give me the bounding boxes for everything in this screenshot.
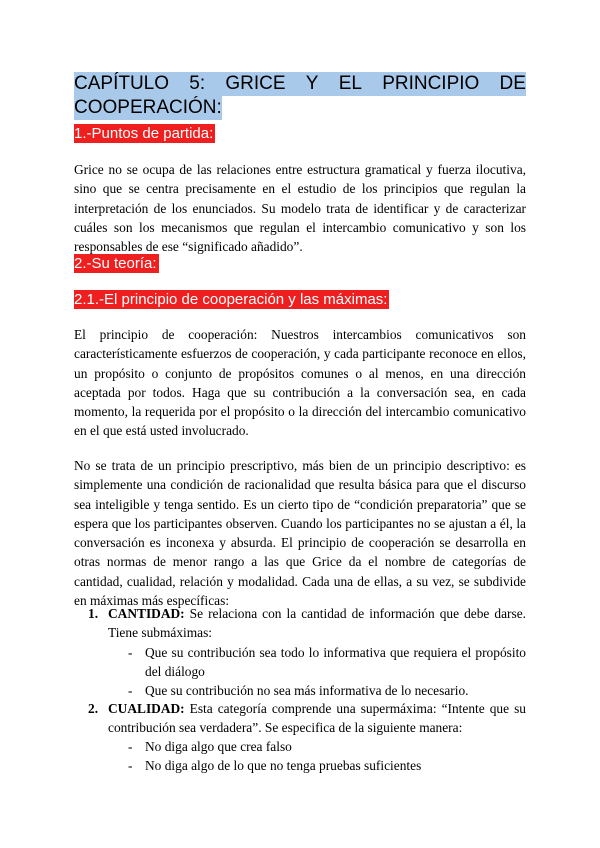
- sub-list-text: Que su contribución sea todo lo informativa que requiera el propósito del diálogo: [145, 645, 526, 680]
- title-word: Y: [305, 73, 319, 94]
- paragraph-grice-intro: Grice no se ocupa de las relaciones entre estructura gramatical y fuerza ilocutiva, sino que se centra precisamente en el estudio de los principios que regulan la interpretación de los enunciados. Su modelo trata de identificar y de caracterizar cuáles son los mecanismos que regulan el intercambio comunicativo y son los responsables de ese “significado añadido”.: [74, 162, 526, 255]
- list-item-cualidad: [88, 699, 526, 738]
- title-word: CAPÍTULO: [74, 73, 170, 94]
- list-number: 1.: [88, 606, 99, 621]
- chapter-title-line-1: [74, 72, 526, 96]
- chapter-title: [74, 72, 526, 120]
- dash-marker: -: [128, 758, 133, 773]
- title-word: DE: [499, 73, 526, 94]
- sub-list-text: No diga algo que crea falso: [145, 739, 292, 754]
- dash-marker: -: [128, 683, 133, 698]
- list-term: CANTIDAD:: [108, 606, 185, 621]
- title-word: PRINCIPIO: [382, 73, 480, 94]
- section-heading-su-teoria: 2.-Su teoría:: [74, 255, 157, 272]
- list-text: Se relaciona con la cantidad de información que debe darse. Tiene submáximas:: [108, 606, 526, 641]
- sub-list-item: [128, 643, 526, 682]
- sub-list-text: Que su contribución no sea más informativa de lo necesario.: [145, 683, 469, 698]
- sub-list-item: [128, 681, 526, 700]
- paragraph-principio-cooperacion: El principio de cooperación: Nuestros intercambios comunicativos son característicamente esfuerzos de cooperación, y cada participante reconoce en ellos, un propósito o conjunto de propósitos comunes o al menos, en una dirección aceptada por todos. Haga que su contribución a la conversación sea, en cada momento, la requerida por el propósito o la dirección del intercambio comunicativo en el que está usted involucrado.: [74, 327, 526, 439]
- section-heading-puntos-de-partida: 1.-Puntos de partida:: [74, 125, 214, 142]
- dash-marker: -: [128, 739, 133, 754]
- list-number: 2.: [88, 701, 99, 716]
- paragraph-principio-descriptivo: No se trata de un principio prescriptivo, más bien de un principio descriptivo: es simplemente una condición de racionalidad que resulta básica para que el discurso sea inteligible y tenga sentido. Es un cierto tipo de “condición preparatoria” que se espera que los participantes observen. Cuando los participantes no se ajustan a él, la conversación es inconexa y absurda. El principio de cooperación se desarrolla en otras normas de menor rango a las que Grice da el nombre de categorías de cantidad, cualidad, relación y modalidad. Cada una de ellas, a su vez, se subdivide en máximas más específicas:: [74, 458, 526, 609]
- section-heading-principio-cooperacion: 2.1.-El principio de cooperación y las máximas:: [74, 291, 388, 308]
- list-text: Esta categoría comprende una supermáxima: “Intente que su contribución sea verdadera”. Se especifica de la siguiente manera:: [108, 701, 526, 736]
- sub-list-text: No diga algo de lo que no tenga pruebas suficientes: [145, 758, 422, 773]
- chapter-title-line-2: COOPERACIÓN:: [74, 97, 222, 118]
- dash-marker: -: [128, 645, 133, 660]
- title-word: EL: [338, 73, 362, 94]
- title-word: GRICE: [225, 73, 286, 94]
- sub-list-item: [128, 756, 526, 775]
- list-term: CUALIDAD:: [108, 701, 185, 716]
- title-word: 5:: [189, 73, 206, 94]
- sub-list-item: [128, 737, 526, 756]
- list-item-cantidad: [88, 604, 526, 643]
